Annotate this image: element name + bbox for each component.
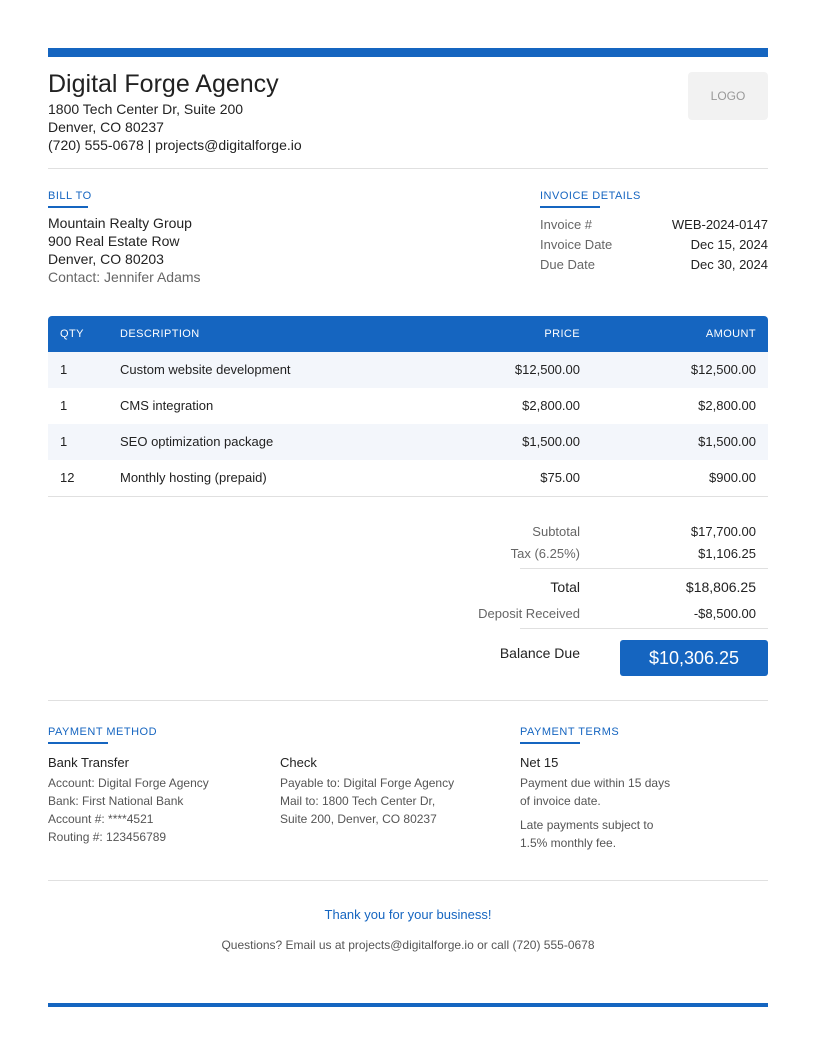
header-amount: AMOUNT [705,328,756,340]
company-address-2: Denver, CO 80237 [48,119,164,135]
client-contact: Contact: Jennifer Adams [48,269,201,285]
balance-due-label: Balance Due [499,645,580,661]
client-name: Mountain Realty Group [48,215,192,231]
bank-transfer-title: Bank Transfer [48,755,129,770]
cell-amount: $1,500.00 [698,434,756,449]
total-label: Total [550,579,580,595]
cell-price: $2,800.00 [522,398,580,413]
bottom-accent-bar [48,1003,768,1007]
cell-amount: $900.00 [709,470,756,485]
cell-amount: $12,500.00 [690,362,756,377]
cell-price: $12,500.00 [514,362,580,377]
invoice-details-label: INVOICE DETAILS [540,190,641,202]
divider [48,700,768,701]
bill-to-underline [48,206,88,208]
deposit-value: -$8,500.00 [693,606,756,621]
header-description: DESCRIPTION [120,328,200,340]
cell-description: Custom website development [120,362,291,377]
divider [48,880,768,881]
payment-terms-title: Net 15 [520,755,559,770]
logo-placeholder: LOGO [688,72,768,120]
payment-method-label: PAYMENT METHOD [48,726,158,738]
cell-qty: 1 [60,434,68,449]
detail-label: Invoice Date [540,237,613,252]
table-row [48,424,768,460]
table-row [48,460,768,497]
check-title: Check [280,755,317,770]
thank-you-message: Thank you for your business! [324,907,492,922]
check-details [280,774,454,828]
client-address-2: Denver, CO 80203 [48,251,164,267]
bank-line: Bank: First National Bank [48,794,184,808]
detail-label: Invoice # [540,217,593,232]
detail-value: Dec 15, 2024 [690,237,768,252]
total-value: $18,806.25 [685,579,756,595]
detail-value: Dec 30, 2024 [690,257,768,272]
invoice-details-list [540,215,768,275]
table-header [48,316,768,352]
bank-transfer-details [48,774,209,846]
cell-price: $75.00 [540,470,580,485]
table-row [48,352,768,388]
detail-value: WEB-2024-0147 [671,217,768,232]
detail-label: Due Date [540,257,595,272]
invoice-date-row [540,235,768,255]
bank-line: Account: Digital Forge Agency [48,776,209,790]
cell-description: CMS integration [120,398,214,413]
cell-description: Monthly hosting (prepaid) [120,470,267,485]
balance-due-value: $10,306.25 [620,640,768,676]
cell-price: $1,500.00 [522,434,580,449]
cell-qty: 1 [60,362,68,377]
company-contact: (720) 555-0678 | projects@digitalforge.io [48,137,302,153]
table-row [48,388,768,424]
totals-divider [520,568,768,569]
invoice-number-row [540,215,768,235]
cell-description: SEO optimization package [120,434,274,449]
cell-qty: 1 [60,398,68,413]
divider [48,168,768,169]
top-accent-bar [48,48,768,57]
bill-to-label: BILL TO [48,190,92,202]
due-date-row [540,255,768,275]
terms-line: Late payments subject to [520,818,654,832]
payment-terms-underline [520,742,580,744]
check-line: Suite 200, Denver, CO 80237 [280,812,437,826]
questions-message: Questions? Email us at projects@digitalforge.io or call (720) 555-0678 [221,938,595,952]
terms-line: Payment due within 15 days [520,776,671,790]
subtotal-value: $17,700.00 [690,524,756,539]
payment-terms-label: PAYMENT TERMS [520,726,620,738]
company-name: Digital Forge Agency [48,70,279,98]
cell-qty: 12 [60,470,75,485]
company-address-1: 1800 Tech Center Dr, Suite 200 [48,101,244,117]
header-price: PRICE [544,328,580,340]
tax-label: Tax (6.25%) [510,546,580,561]
cell-amount: $2,800.00 [698,398,756,413]
bank-line: Routing #: 123456789 [48,830,167,844]
check-line: Mail to: 1800 Tech Center Dr, [280,794,436,808]
payment-method-underline [48,742,108,744]
deposit-label: Deposit Received [478,606,580,621]
client-address-1: 900 Real Estate Row [48,233,180,249]
subtotal-label: Subtotal [532,524,580,539]
check-line: Payable to: Digital Forge Agency [280,776,455,790]
payment-terms-details [520,774,670,852]
terms-line: 1.5% monthly fee. [520,836,617,850]
tax-value: $1,106.25 [698,546,756,561]
totals-divider [520,628,768,629]
header-qty: QTY [60,328,84,340]
bank-line: Account #: ****4521 [48,812,154,826]
invoice-details-underline [540,206,600,208]
terms-line: of invoice date. [520,794,601,808]
